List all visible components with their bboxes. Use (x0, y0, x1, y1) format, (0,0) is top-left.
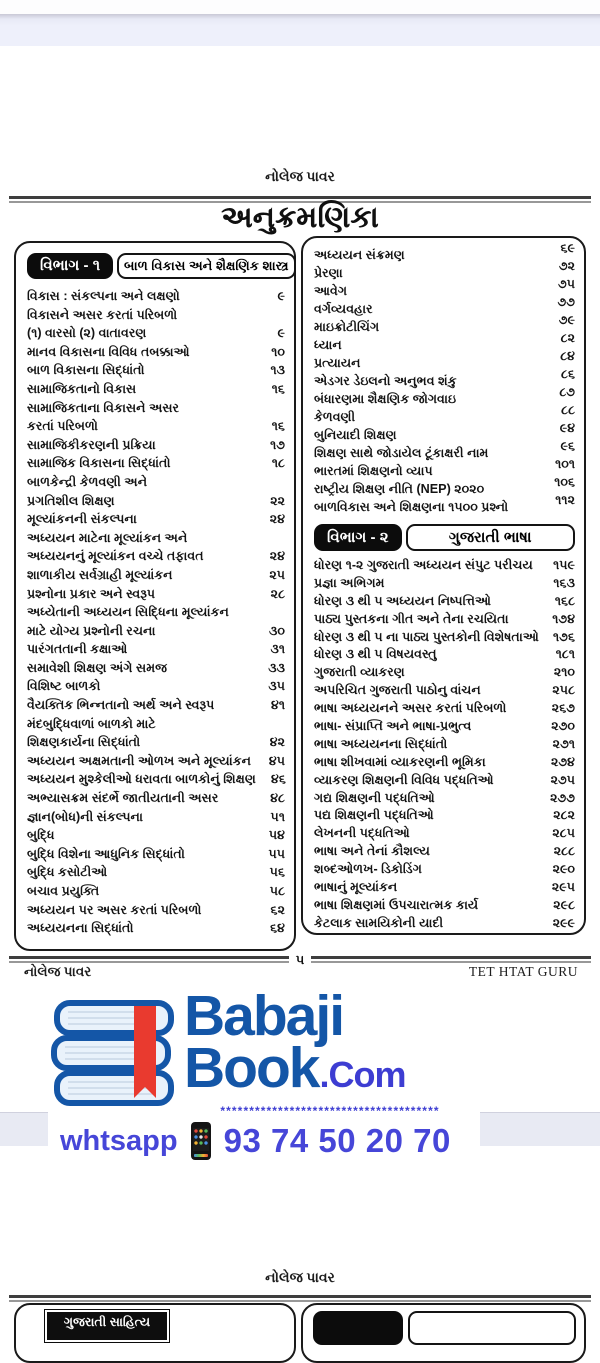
toc-entry-title: પ્રગતિશીલ શિક્ષણ (27, 493, 115, 508)
toc-entry-page: ૧૩ (270, 363, 285, 378)
toc-entry-title: પ્રેરણા (314, 266, 343, 280)
toc-entry-title: બચાવ પ્રયુક્તિ (27, 884, 100, 898)
toc-row (314, 772, 575, 790)
toc-row (314, 897, 575, 915)
section1-continued-entry-list (314, 241, 575, 516)
toc-entry-page: ૨૫૮ (552, 683, 575, 698)
toc-entry-page: ૨૭૭ (550, 790, 575, 805)
toc-row (314, 646, 575, 664)
toc-entry-page: ૯ (277, 289, 285, 303)
toc-entry-page: ૨૯૦ (552, 862, 575, 877)
toc-row (314, 611, 575, 629)
toc-row (27, 640, 285, 659)
logo-suffix: .Com (319, 1054, 406, 1096)
toc-entry-page: ૫૧ (270, 809, 285, 824)
toc-row (314, 367, 575, 390)
toc-row (314, 241, 575, 264)
toc-entry-title: ભાષા શિક્ષણમાં ઉપચારાત્મક કાર્ય (314, 897, 479, 912)
toc-row (314, 331, 575, 354)
toc-row (314, 421, 575, 444)
toc-entry-title: કેટલાક સામયિકોની યાદી (314, 915, 444, 930)
toc-row (314, 277, 575, 300)
toc-entry-title: અધ્યયન અક્ષમતાની ઓળખ અને મૂલ્યાંકન (27, 753, 251, 768)
section2-title: ગુજરાતી ભાષા (406, 524, 576, 551)
toc-entry-title: મૂલ્યાંકનની સંકલ્પના (27, 512, 137, 527)
toc-row (27, 380, 285, 399)
toc-row (27, 659, 285, 678)
page2-section-label-box (408, 1311, 576, 1345)
toc-entry-title: પ્રત્યાયન (314, 356, 361, 370)
toc-row (27, 417, 285, 436)
toc-entry-title: મંદબુદ્ધિવાળાં બાળકો માટે (27, 716, 156, 731)
toc-entry-page: ૧૭૪ (552, 611, 575, 626)
toc-entry-page: ૪૨ (269, 735, 285, 750)
toc-row (27, 752, 285, 771)
toc-row (27, 622, 285, 641)
toc-row (27, 919, 285, 938)
toc-row (314, 475, 575, 498)
toc-row (27, 454, 285, 473)
toc-entry-page: ૯૬ (560, 439, 575, 453)
toc-row (314, 403, 575, 426)
toc-row (314, 807, 575, 825)
page2-header-rule (9, 1295, 591, 1302)
toc-entry-page: ૩૧ (270, 642, 285, 657)
toc-entry-page: ૮૭ (559, 385, 575, 399)
toc-entry-page: ૬૨ (270, 902, 285, 917)
toc-entry-title: અધ્યયન માટેના મૂલ્યાંકન અને (27, 530, 188, 545)
toc-entry-title: વિકાસ : સંકલ્પના અને લક્ષણો (27, 289, 180, 303)
toc-entry-page: ૯૪ (559, 421, 575, 435)
toc-entry-title: ભાષા શીખવામાં વ્યાકરણની ભૂમિકા (314, 754, 486, 769)
toc-row (314, 825, 575, 843)
toc-entry-title: શબ્દઓળખ- ડિકોડિંગ (314, 862, 422, 877)
toc-row (27, 529, 285, 548)
toc-entry-page: ૭૯ (558, 313, 575, 327)
toc-row (27, 789, 285, 808)
toc-entry-title: ભાષાનું મૂલ્યાંકન (314, 880, 398, 895)
toc-entry-title: પદ્ય શિક્ષણની પદ્ધતિઓ (314, 808, 434, 823)
toc-row (27, 863, 285, 882)
toc-entry-title: ધોરણ ૩ થી ૫ ના પાઠ્ય પુસ્તકોની વિશેષતાઓ (314, 629, 539, 644)
section2-header (314, 524, 575, 551)
top-toolbar-band (0, 14, 600, 46)
toc-row (27, 677, 285, 696)
toc-entry-page: ૮૪ (560, 349, 575, 363)
toc-entry-title: ધોરણ ૩ થી ૫ અધ્યયન નિષ્પત્તિઓ (314, 593, 492, 608)
toc-row (314, 457, 575, 480)
toc-entry-title: વર્ગવ્યવહાર (314, 302, 373, 316)
logo-word1: Babaji (184, 984, 344, 1048)
toc-entry-title: શિક્ષણ સાથે જોડાયેલ ટૂંકાક્ષરી નામ (314, 446, 489, 460)
section1-header (27, 253, 289, 279)
toc-row (27, 287, 285, 306)
toc-row (27, 399, 285, 418)
toc-entry-page: ૧૭૬ (553, 629, 575, 644)
toc-entry-title: અધ્યયનનું મૂલ્યાંકન વચ્ચે તફાવત (27, 549, 204, 564)
toc-row (314, 629, 575, 647)
toc-row (27, 715, 285, 734)
toc-entry-title: બાળવિકાસ અને શિક્ષણના ૧૫૦૦ પ્રશ્નો (314, 500, 509, 514)
page2-section-title: ગુજરાતી સાહિત્ય (47, 1312, 167, 1340)
footer-meta (24, 964, 578, 980)
toc-entry-page: ૧૬ (271, 381, 285, 396)
toc-entry-title: પારંગતતાની કક્ષાઓ (27, 642, 128, 657)
toc-row (314, 593, 575, 611)
toc-entry-page: ૧૬ (271, 419, 285, 434)
logo-wordmark (184, 984, 406, 1101)
toc-entry-title: ભાષા- સંપ્રાપ્તિ અને ભાષા-પ્રભુત્વ (314, 719, 472, 734)
toc-row (27, 603, 285, 622)
toc-entry-page: ૧૮૧ (555, 647, 575, 662)
toc-entry-page: ૨૨ (270, 493, 285, 508)
toc-entry-title: માઇક્રોટીચિંગ (314, 320, 380, 334)
footer-rule-right (311, 956, 591, 963)
toc-entry-title: અધ્યયન પર અસર કરતાં પરિબળો (27, 902, 202, 917)
toc-entry-page: ૪૧ (271, 698, 285, 713)
toc-entry-title: શાળાકીય સર્વગ્રાહી મૂલ્યાંકન (27, 567, 173, 582)
toc-entry-page: ૧૫૯ (553, 558, 575, 572)
toc-row (27, 696, 285, 715)
toc-row (314, 295, 575, 318)
toc-entry-page: ૨૮૮ (553, 844, 575, 859)
toc-row (27, 324, 285, 343)
toc-entry-title: કેળવણી (314, 410, 356, 424)
footer-brand-left: નોલેજ પાવર (24, 964, 92, 979)
page-number: ૫ (295, 952, 305, 967)
toc-entry-title: બંધારણમા શૈક્ષણિક જોગવાઇ (314, 392, 457, 406)
toc-row (314, 718, 575, 736)
toc-entry-page: ૨૯૮ (553, 897, 575, 912)
toc-row (314, 915, 575, 933)
toc-entry-page: ૬૯ (560, 241, 575, 255)
toc-entry-title: પ્રશ્નોના પ્રકાર અને સ્વરૂપ (27, 586, 156, 601)
toc-row (27, 770, 285, 789)
toc-entry-page: ૫૫ (268, 846, 285, 861)
toc-entry-page: ૭૫ (557, 277, 575, 291)
toc-entry-title: ભાષા અધ્યયનને અસર કરતાં પરિબળો (314, 701, 507, 716)
toc-row (314, 700, 575, 718)
page2-section-pill (313, 1311, 403, 1345)
toc-entry-page: ૧૦૧ (555, 457, 575, 471)
toc-entry-title: કરતાં પરિબળો (27, 419, 98, 434)
toc-entry-title: અધ્યેતાની અધ્યયન સિદ્ધિના મૂલ્યાંકન (27, 605, 229, 620)
toc-row (27, 343, 285, 362)
footer-brand-right: TET HTAT GURU (468, 964, 578, 979)
toc-row (314, 349, 575, 372)
toc-entry-title: માટે યોગ્ય પ્રશ્નોની રચના (27, 623, 156, 638)
toc-entry-page: ૧૦૬ (554, 475, 575, 489)
toc-entry-title: રાષ્ટ્રીય શિક્ષણ નીતિ (NEP) ૨૦૨૦ (314, 482, 485, 496)
toc-entry-page: ૨૪ (269, 512, 285, 527)
page2-toc-box-right (301, 1303, 586, 1363)
toc-entry-title: ગુજરાતી વ્યાકરણ (314, 665, 405, 680)
whatsapp-row (60, 1122, 451, 1160)
toc-entry-title: (૧) વારસો (૨) વાતાવરણ (27, 326, 147, 341)
toc-entry-page: ૬૪ (270, 921, 285, 936)
toc-entry-page: ૮૮ (561, 403, 575, 417)
toc-entry-page: ૨૬૭ (551, 701, 575, 716)
toc-row (314, 736, 575, 754)
toc-entry-page: ૨૯૫ (551, 880, 575, 895)
toc-entry-page: ૫૪ (268, 828, 285, 843)
toc-row (314, 313, 575, 336)
toc-entry-page: ૨૫ (269, 567, 285, 582)
toc-row (27, 510, 285, 529)
toc-entry-title: ભારતમાં શિક્ષણનો વ્યાપ (314, 464, 433, 478)
toc-entry-page: ૩૫ (268, 679, 285, 694)
toc-entry-title: અભ્યાસક્રમ સંદર્ભે જાતીયતાની અસર (27, 791, 219, 806)
toc-entry-page: ૭૨ (558, 259, 575, 273)
toc-entry-page: ૧૧૨ (555, 493, 575, 507)
toc-row (27, 547, 285, 566)
toc-row (27, 808, 285, 827)
footer-rule-left (9, 956, 289, 963)
top-white-strip (0, 0, 600, 14)
toc-entry-title: વૈયક્તિક ભિન્નતાનો અર્થ અને સ્વરૂપ (27, 698, 215, 713)
toc-entry-title: બાળ વિકાસના સિદ્ધાંતો (27, 363, 145, 378)
toc-row (314, 790, 575, 808)
toc-entry-page: ૧૭ (270, 437, 285, 452)
toc-entry-title: ગદ્ય શિક્ષણની પદ્ધતિઓ (314, 790, 435, 805)
toc-entry-title: અધ્યયનના સિદ્ધાંતો (27, 921, 134, 936)
toc-row (314, 879, 575, 897)
toc-row (27, 361, 285, 380)
toc-entry-title: સામાજિકીકરણની પ્રક્રિયા (27, 437, 156, 452)
toc-entry-page: ૪૫ (268, 753, 285, 768)
toc-entry-title: શિક્ષણકાર્યના સિદ્ધાંતો (27, 735, 141, 750)
toc-row (314, 861, 575, 879)
whatsapp-number: 93 74 50 20 70 (223, 1122, 451, 1159)
toc-entry-page: ૩૦ (269, 623, 285, 638)
toc-entry-title: સામાજિકતાના વિકાસને અસર (27, 400, 180, 415)
toc-box-section1 (14, 241, 296, 951)
toc-row (314, 754, 575, 772)
page2-section-label-frame (44, 1309, 170, 1343)
section2-pill: વિભાગ - ૨ (314, 524, 402, 551)
toc-row (314, 493, 575, 516)
logo-word2: Book (184, 1036, 319, 1101)
toc-entry-title: બુદ્ધિ (27, 828, 55, 843)
toc-entry-title: ધોરણ ૩ થી ૫ વિષયવસ્તુ (314, 647, 437, 662)
toc-entry-title: અધ્યયન સંક્રમણ (314, 248, 405, 262)
toc-row (27, 566, 285, 585)
toc-row (27, 826, 285, 845)
toc-entry-page: ૪૬ (271, 772, 286, 787)
toc-row (27, 473, 285, 492)
toc-entry-title: ભાષા અધ્યયનના સિદ્ધાંતો (314, 736, 448, 751)
toc-entry-page: ૨૭૦ (551, 719, 575, 734)
stars-divider: ************************************** (220, 1104, 440, 1118)
toc-entry-page: ૧૬૩ (553, 575, 575, 590)
toc-entry-title: વિશિષ્ટ બાળકો (27, 679, 101, 694)
page-title: અનુક્રમણિકા (221, 201, 379, 234)
toc-entry-title: જ્ઞાન(બોધ)ની સંકલ્પના (27, 809, 143, 824)
toc-entry-page: ૨૮૫ (552, 826, 575, 841)
toc-entry-title: બુનિયાદી શિક્ષણ (314, 428, 397, 442)
toc-entry-title: અધ્યયન મુશ્કેલીઓ ધરાવતા બાળકોનું શિક્ષણ (27, 772, 256, 787)
toc-entry-title: સમાવેશી શિક્ષણ અંગે સમજ (27, 660, 167, 675)
toc-entry-page: ૨૭૧ (552, 736, 575, 751)
toc-row (314, 843, 575, 861)
toc-row (314, 682, 575, 700)
toc-row (27, 845, 285, 864)
toc-entry-page: ૯ (277, 326, 285, 341)
toc-entry-title: વિકાસને અસર કરતાં પરિબળો (27, 307, 178, 322)
toc-row (314, 259, 575, 282)
toc-entry-title: સામાજિક વિકાસના સિદ્ધાંતો (27, 456, 171, 471)
toc-row (314, 557, 575, 575)
toc-entry-title: ભાષા અને તેનાં કૌશલ્ય (314, 844, 430, 859)
toc-entry-page: ૧૮ (271, 456, 285, 471)
toc-entry-title: ધ્યાન (314, 338, 342, 352)
toc-entry-page: ૫૬ (269, 865, 285, 880)
toc-row (27, 733, 285, 752)
whatsapp-label: whtsapp (60, 1124, 178, 1157)
toc-entry-title: બુદ્ધિ કસોટીઓ (27, 865, 108, 880)
toc-entry-title: અપરિચિત ગુજરાતી પાઠોનુ વાંચન (314, 683, 481, 698)
toc-entry-title: પાઠ્ય પુસ્તકના ગીત અને તેના રચયિતા (314, 611, 509, 626)
toc-entry-page: ૨૮૨ (553, 808, 575, 823)
toc-entry-page: ૩૩ (268, 660, 285, 675)
toc-entry-page: ૮૬ (561, 367, 575, 381)
books-stack-icon (52, 998, 180, 1110)
toc-entry-title: વ્યાકરણ શિક્ષણની વિવિધ પદ્ધતિઓ (314, 772, 494, 787)
toc-entry-page: ૨૮ (270, 586, 285, 601)
toc-entry-title: સામાજિકતાનો વિકાસ (27, 381, 137, 396)
toc-row (27, 901, 285, 920)
toc-entry-title: બાળકેન્દ્રી કેળવણી અને (27, 474, 148, 489)
toc-row (314, 575, 575, 593)
toc-row (314, 664, 575, 682)
toc-box-right-column (301, 236, 586, 935)
toc-entry-page: ૧૦ (271, 344, 285, 359)
toc-entry-title: પ્રજ્ઞા અભિગમ (314, 575, 385, 590)
toc-entry-page: ૧૬૮ (554, 593, 575, 608)
toc-entry-page: ૭૭ (557, 295, 575, 309)
page2-header-brand: નોલેજ પાવર (265, 1271, 335, 1286)
toc-entry-page: ૨૭૪ (551, 754, 575, 769)
toc-entry-title: આવેગ (314, 284, 348, 298)
toc-entry-title: બુદ્ધિ વિશેના આધુનિક સિદ્ધાંતો (27, 846, 185, 861)
toc-entry-title: લેખનની પદ્ધતિઓ (314, 826, 410, 841)
toc-entry-title: માનવ વિકાસના વિવિધ તબક્કાઓ (27, 344, 190, 359)
toc-row (314, 385, 575, 408)
babaji-book-logo (48, 986, 480, 1178)
toc-row (27, 306, 285, 325)
toc-row (314, 439, 575, 462)
toc-entry-page: ૫૮ (269, 884, 285, 898)
toc-row (27, 436, 285, 455)
toc-entry-title: ધોરણ ૧-૨ ગુજરાતી અધ્યયન સંપુટ પરીચય (314, 558, 533, 572)
page2-toc-box-left (14, 1303, 296, 1363)
toc-entry-page: ૨૯૯ (552, 915, 575, 930)
toc-entry-page: ૪૮ (270, 791, 285, 806)
toc-row (27, 492, 285, 511)
toc-entry-page: ૮૨ (560, 331, 575, 345)
toc-entry-title: એડગર ડેઇલનો અનુભવ શંકુ (314, 374, 457, 388)
page-header-brand: નોલેજ પાવર (265, 170, 335, 185)
section1-entry-list (27, 287, 285, 938)
section1-title: બાળ વિકાસ અને શૈક્ષણિક શાસ્ત્ર (117, 253, 295, 279)
phone-icon (191, 1122, 211, 1160)
toc-row (27, 585, 285, 604)
toc-entry-page: ૨૪ (269, 549, 285, 564)
section1-pill: વિભાગ - ૧ (27, 253, 113, 279)
toc-row (27, 882, 285, 901)
toc-entry-page: ૨૭૫ (550, 772, 575, 787)
section2-entry-list (314, 557, 575, 933)
toc-entry-page: ૨૧૦ (553, 665, 575, 680)
